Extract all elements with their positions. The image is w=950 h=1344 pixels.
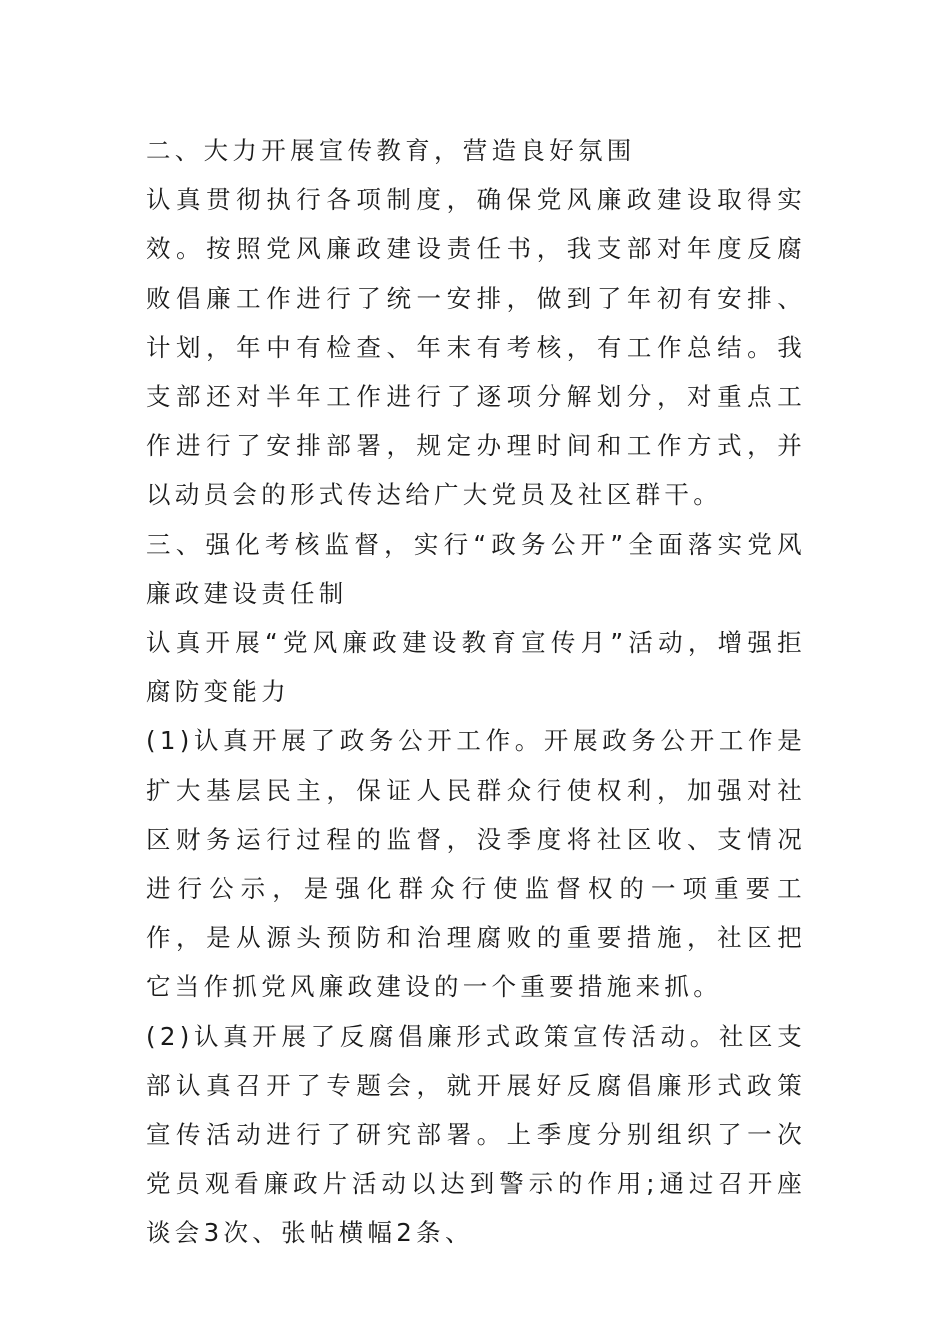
list-item: (1)认真开展了政务公开工作。开展政务公开工作是扩大基层民主，保证人民群众行使权利，加强对社区财务运行过程的监督，没季度将社区收、支情况进行公示，是强化群众行使监督权的一项重要工作，是从源头预防和治理腐败的重要措施，社区把它当作抓党风廉政建设的一个重要措施来抓。	[146, 726, 806, 1002]
section-heading-2: 二、大力开展宣传教育，营造良好氛围	[146, 136, 636, 165]
list-item: (2)认真开展了反腐倡廉形式政策宣传活动。社区支部认真召开了专题会，就开展好反腐倡廉形式政策宣传活动进行了研究部署。上季度分别组织了一次党员观看廉政片活动以达到警示的作用;通过召开座谈会3次、张帖横幅2条、	[146, 1021, 806, 1248]
document-body	[146, 126, 806, 1258]
section-heading-3: 三、强化考核监督，实行“政务公开”全面落实党风廉政建设责任制	[146, 529, 806, 608]
body-paragraph: 认真贯彻执行各项制度，确保党风廉政建设取得实效。按照党风廉政建设责任书，我支部对年度反腐败倡廉工作进行了统一安排，做到了年初有安排、计划，年中有检查、年末有考核，有工作总结。我支部还对半年工作进行了逐项分解划分，对重点工作进行了安排部署，规定办理时间和工作方式，并以动员会的形式传达给广大党员及社区群干。	[146, 185, 806, 510]
body-paragraph: 认真开展“党风廉政建设教育宣传月”活动，增强拒腐防变能力	[146, 628, 806, 707]
